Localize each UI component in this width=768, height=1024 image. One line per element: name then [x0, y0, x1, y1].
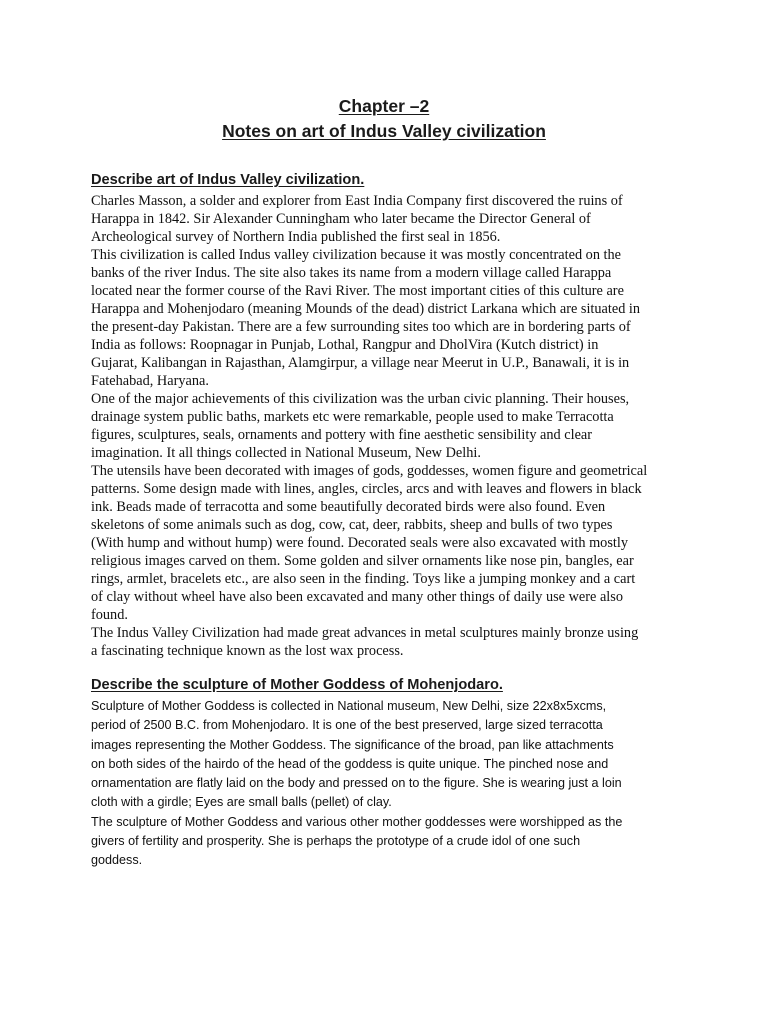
section-mother-goddess	[91, 675, 691, 871]
text-line: Harappa and Mohenjodaro (meaning Mounds of the dead) district Larkana which are situated in	[91, 301, 641, 317]
text-line: patterns. Some design made with lines, angles, circles, arcs and with leaves and flowers in black	[91, 481, 642, 497]
text-line: images representing the Mother Goddess. The significance of the broad, pan like attachments	[91, 737, 614, 752]
text-line: givers of fertility and prosperity. She is perhaps the prototype of a crude idol of one such	[91, 834, 581, 849]
text-line: found.	[91, 607, 128, 623]
text-line: religious images carved on them. Some golden and silver ornaments like nose pin, bangles, ear	[91, 553, 634, 569]
text-line: cloth with a girdle; Eyes are small balls (pellet) of clay.	[91, 795, 392, 810]
text-line: period of 2500 B.C. from Mohenjodaro. It is one of the best preserved, large sized terracotta	[91, 718, 603, 733]
text-line: Charles Masson, a solder and explorer from East India Company first discovered the ruins of	[91, 193, 623, 209]
text-line: a fascinating technique known as the lost wax process.	[91, 643, 404, 659]
text-line: figures, sculptures, seals, ornaments and pottery with fine aesthetic sensibility and clear	[91, 427, 593, 443]
text-line: goddess.	[91, 853, 143, 868]
text-line: ornamentation are flatly laid on the body and pressed on to the figure. She is wearing just a loin	[91, 776, 622, 791]
text-line: The Indus Valley Civilization had made great advances in metal sculptures mainly bronze using	[91, 625, 639, 641]
text-line: Archeological survey of Northern India published the first seal in 1856.	[91, 229, 501, 245]
section-body	[91, 192, 691, 660]
text-line: of clay without wheel have also been excavated and many other things of daily use were also	[91, 589, 623, 605]
text-line: Harappa in 1842. Sir Alexander Cunningham who later became the Director General of	[91, 211, 591, 227]
text-line: The utensils have been decorated with images of gods, goddesses, women figure and geometrical	[91, 463, 648, 479]
document-header	[0, 94, 768, 144]
document-title: Notes on art of Indus Valley civilization	[222, 121, 546, 141]
text-line: rings, armlet, bracelets etc., are also seen in the finding. Toys like a jumping monkey and a cart	[91, 571, 636, 587]
text-line: (With hump and without hump) were found. Decorated seals were also excavated with mostly	[91, 535, 628, 551]
text-line: imagination. It all things collected in National Museum, New Delhi.	[91, 445, 481, 461]
text-line: ink. Beads made of terracotta and some beautifully decorated birds were also found. Even	[91, 499, 606, 515]
text-line: India as follows: Roopnagar in Punjab, Lothal, Rangpur and DholVira (Kutch district) in	[91, 337, 599, 353]
text-line: the present-day Pakistan. There are a few surrounding sites too which are in bordering parts of	[91, 319, 631, 335]
text-line: One of the major achievements of this civilization was the urban civic planning. Their houses,	[91, 391, 630, 407]
text-line: The sculpture of Mother Goddess and various other mother goddesses were worshipped as the	[91, 814, 623, 829]
text-line: Sculpture of Mother Goddess is collected in National museum, New Delhi, size 22x8x5xcms,	[91, 699, 607, 713]
text-line: located near the former course of the Ravi River. The most important cities of this culture are	[91, 283, 624, 299]
chapter-title: Chapter –2	[338, 96, 430, 116]
section-indus-art	[91, 170, 691, 660]
section-body	[91, 697, 691, 871]
text-line: banks of the river Indus. The site also takes its name from a modern village called Harappa	[91, 265, 612, 281]
text-line: Gujarat, Kalibangan in Rajasthan, Alamgirpur, a village near Meerut in U.P., Banawali, it is in	[91, 355, 630, 371]
section-heading: Describe the sculpture of Mother Goddess of Mohenjodaro.	[91, 677, 503, 693]
text-line: drainage system public baths, markets etc were remarkable, people used to make Terracotta	[91, 409, 614, 425]
text-line: This civilization is called Indus valley civilization because it was mostly concentrated on the	[91, 247, 622, 263]
text-line: skeletons of some animals such as dog, cow, cat, deer, rabbits, sheep and bulls of two types	[91, 517, 613, 533]
section-heading: Describe art of Indus Valley civilization.	[91, 172, 365, 188]
text-line: Fatehabad, Haryana.	[91, 373, 209, 389]
text-line: on both sides of the hairdo of the head of the goddess is quite unique. The pinched nose and	[91, 756, 609, 771]
